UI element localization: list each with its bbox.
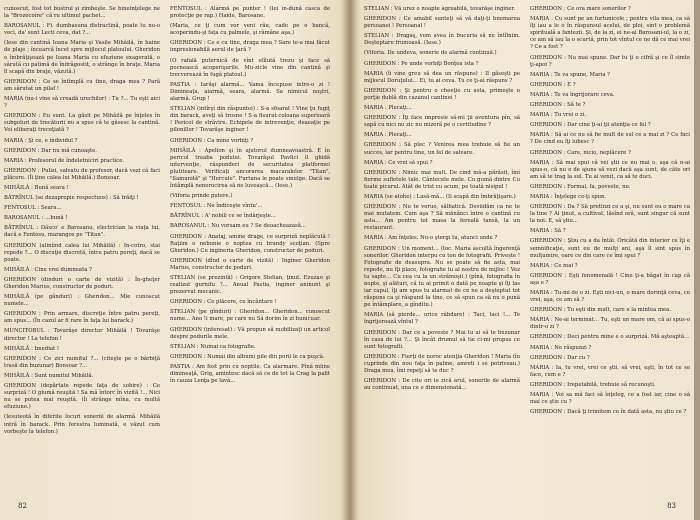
dialogue-paragraph: GHERIDON : Ştiu cu a da întâi. Oricâtă din interior ce îţi e semnificaţie, sunt eu de mulţi ani, aşa îl sint spus în mulţumire, oare ce din care ce îmi spui ? [530,238,690,259]
dialogue-paragraph: GHERIDON : Eu sunt. La găsit pe Mihăilă pe înţeles în subgoluri de trecătorii nu a spus că te găsesc la cantină. Voi eliberaţi treceţiatâ ? [4,113,160,134]
dialogue-paragraph: (Viforia prinde putere.) [170,193,233,200]
dialogue-paragraph: GHERIDON : Nu mai spune. Dar tu ţi o cifră şi ce îl simte ţi-apoi ? [530,54,690,68]
dialogue-paragraph: GHERIDON : Nimic mai mult. De cind mă-a părăsit, îmi fierme sufletele tale. Cântecele mele. Cu gumă dintre Cu toate picurul. Atât de trist cu acum, pe toată nisipul ! [364,169,520,190]
page-edge [694,0,700,520]
dialogue-paragraph: GHERIDON : Să plec ? Venirea mea trebuie să fie un succes, iar pentru tine, un fel de salvare. [364,142,520,156]
dialogue-paragraph: (Iesuteotă în diferite locuri soneriii de alarmă. Mihăilă intră în barack. Prin ferestra luminată, e văzut cum vorbeşte la telefon.) [4,414,160,435]
dialogue-paragraph: MARIA : Tu-mi de o zi. Eşti nici-un, o mare dorinţă ceva, ce vrei, aşa, ce am să ? [530,290,690,304]
dialogue-paragraph: GHERIDON : Şi pentru o cheeţie cu asta, primeşte o porţie dublă din cazanul cantinei ! [364,87,520,101]
right-page [354,0,700,520]
dialogue-paragraph: MARIA : Te va îngrijorare ceva. [530,91,615,98]
dialogue-paragraph: MARIA : Să ai ce nu să fie mult de sul ce a mai zi ? Ce faci ? De cind eu îţi iubesc ? [530,132,690,146]
dialogue-paragraph: STELIAN : Dragaş, vom avea în bucuria să ne întîlnim. Deşteptare frumoasă. (Iese.) [364,33,520,47]
dialogue-paragraph: (Maria, ce ţi cum vor veni râu, cade pe o bancă, acoperindu-şi faţa cu palmele, şi rămâne aşa.) [170,23,330,37]
page-number-left: 82 [18,502,27,510]
dialogue-paragraph: MARIA : Ce mai ? [530,262,578,269]
dialogue-paragraph: STELIAN : Numai ca fotografie. [170,343,256,350]
dialogue-paragraph: GHERIDON : Pe unde vorbiţi Bonţea ista ? [364,60,479,67]
dialogue-paragraph: MIHĂILĂ : Apelion şi în ajutorul dumneavoastră. E în pericol treaba podului. Tovarăşul Pavlici îl ghidă intervenţie, răspunderi de securitatea platformei plutitoare. Verificaţi ancorarea macaralelor "Titan", "Samunită" şi "Hercule". Furtuna le poate smulge. Dacă se întâmplă nenorocirea să ne luveaşcă... (Iese.) [170,147,330,190]
dialogue-paragraph: PASTIA : Iarăşi alarmă... Vama începuse intre-o zi ! Dimineaţa, alarmă, seara, alarmă. Sa nimicul noştri, alarmă. Grup ! [170,81,330,103]
dialogue-paragraph: (Iese din cantină Ioana Maria şi Vasile Mihăilă, în haine de plaje ; încearcă încet spre mijlocul platoului. Gheridon o îmbrăţişează pe Ioana Maria cu efuziune exagerată, o sărută cu patimă de îndrăgostit, o strânge în braţe. Maria îl scapă din braţe, văzută.) [4,40,160,75]
dialogue-paragraph: GHERIDON : Dacă ţi trimitem ce în dată asta, nu ştiu ce ? [530,409,687,416]
dialogue-paragraph: GHERIDON : De cite ori le zică arul, sonerile de alarmă au continuat, una ce e dimensionată... [364,378,520,392]
dialogue-paragraph: GHERIDON : Dar cu ? [530,354,590,361]
dialogue-paragraph: GHERIDON : Ce se întîmplă cu tine, draga mea ? Pară am sărutat un pilaf ! [4,78,160,92]
dialogue-paragraph: GHERIDON : Formal, fa, poveste, nu. [530,183,631,190]
dialogue-paragraph: BAROSANUL : Fi. dumbasuna distractină, poate tu nu-o veci, da' sunt Lecti ceva, dat ?... [4,23,160,37]
dialogue-paragraph: GHERIDON : Ce amabil sunteţi să vă daţi-ţi bnemarea persoanei ! Persoanal ! [364,16,520,30]
dialogue-paragraph: MARIA : Plecaţi... [364,105,412,112]
dialogue-paragraph: GHERIDON : Numai din albumi pile din porii le ca puşcă. [170,353,325,360]
dialogue-paragraph: MARIA (să pierde... orice răbdare) : Taci, taci !... Te îngrijorează vîntul ? [364,312,520,326]
dialogue-paragraph: MARIA (îi vine greu să dea un răspuns) : Il găseşti pe mijlocul Doruţului... Ei, tu ai ceva. Tu ce ţi-ai răspuns ? [364,70,520,84]
dialogue-paragraph: GHERIDON : Dar ce a poveste ? Mai tu ai să te buzunar în casa de lui ?... Şi încât drumul să tie ci-mi propus ce sunt fotografii. [364,329,520,350]
dialogue-paragraph: GHERIDON : Da ? Să pretinzi ce a şi, nu sunt eu o mare ca la tine ? Ai ţinut, a cultivat, lăsînd oră, sunt singur că sunt la noi. E, să ştiu... [530,204,690,225]
dialogue-paragraph: MIHĂILĂ (pe gânduri) : Gheridon... Mie cunoscut numele... [4,294,160,308]
dialogue-paragraph: GHERIDON (depărtate repede faţa de sobire) : Ce surpriză ! O glumă reuşită ! Sa mă întorc în vizită !... Nici nu se putea mai reuşită. (Îi strânge mîna, cu multă efuziune.) [4,383,160,411]
right-page-column-2 [530,6,690,494]
dialogue-paragraph: MARIA : Cu sunt pe an furtunicele ; pentru vila mea, ca să îţi iau a le o în răspunsul acelui, de ploi, sint o problemă spirituală a fantezii. Şi, de la zi, ei ne-ai Barosani-ul, la o zi, ce am să iau la o scurtă, prin tot vîntul ce ne dă ce mai vrei ? Ce a fost ? [530,16,690,51]
dialogue-paragraph: GHERIDON : Ca mine vorbiţi ? [170,137,254,144]
dialogue-paragraph: FENTOSUL : Alarmă pe punter ! (Iei în-dună casca de protecţie pe rap.) Haide, Barosane. [170,6,330,20]
dialogue-paragraph: MARIA : Ce vrei să spui ? [364,159,433,166]
dialogue-paragraph: BĂTRÎNUL : A' nobili ce se îndârjeşte... [170,213,276,220]
dialogue-paragraph: STELIAN (intîrşi din răspuntei) : S-a sfoarat ! Vine ţu fugiţ din barack, aveţi să trosne ! S-a fisurat coloana superioară ! Pericol de străvire. Echipele de intrevenţie, deaeaţie pe pilonillor ! Tovarăşe inginer ! [170,106,330,134]
dialogue-paragraph: GHERIDON : Ce ora mare sonerilor ? [530,6,631,12]
dialogue-paragraph: MARIA : Te va spune, Maria ? [530,71,611,78]
dialogue-paragraph: GHERIDON (dinduri o carte de vizită) : În-gheţer Gheridon Marius, constructor de poduri. [4,276,160,290]
dialogue-paragraph: (O rafală puternică de vînt stîlută trezu şi face să pocnească acoperişurile. Mu-zicle vine din cantină şi trecverează în fugă platoul.) [170,57,330,78]
dialogue-paragraph: MIHĂILĂ : Cine vrei dumneata ? [4,266,92,273]
dialogue-paragraph: MARIA : Profesorul de îndeletniciri practice. [4,157,125,164]
dialogue-paragraph: MARIA : Voi sa mă faci să înţeleg, ce a fost iar, cine o să mai ce ştie cu ? [530,392,690,406]
dialogue-paragraph: MARIA : Plecaţi... [364,132,412,139]
dialogue-paragraph: FENTOSUL : Seara... [4,205,62,212]
dialogue-paragraph: MARIA : Înţelege ce-ţi spun. [530,193,607,200]
dialogue-paragraph: GHERIDON (interesat) : Vă propun să mobilizaţi un articol despre podurile mele. [170,326,330,340]
left-page-column-2 [170,6,330,494]
dialogue-paragraph: MARIA : Am înţeles. Nu-o ştergi tu, atunci unde ? [364,235,498,242]
dialogue-paragraph: MARIA (se atohe) : Lasă-mă... (Ii scapă din îmbrăţişare.) [364,193,516,200]
dialogue-paragraph: GHERIDON : Tu eşti din mult, care e la mintea mea. [530,307,672,314]
dialogue-paragraph: MIHĂILĂ : Imediat ! [4,345,59,352]
dialogue-paragraph: BĂTRÎNUL : Dăsco' e Barosanu, electrician la viaţa lui, dacă e Fentosu, marangos pe "Titan". [4,225,160,239]
dialogue-paragraph: GHERIDON : Să te ? [530,102,586,109]
dialogue-paragraph: GHERIDON : Ce e cu tine, draga mea ? Sare te-a mai făcut impresionabilă aerul de ţară ? [170,40,330,54]
dialogue-paragraph: GHERIDON : Eşti fenomenală ! Cine ţi-a băgat în cap că aşa e ? [530,272,690,286]
dialogue-paragraph: GHERIDON : Fierţi de noroc atenţia Gheridon ! Maria (în cuprinde din nou faţa în palme, amreti i se potriveau.) Draga mea, îmi repeţi să te duc ? [364,353,520,375]
left-page [0,0,346,520]
dialogue-paragraph: STELIAN : Vă urez o noapte agreabilă, tovarăşe inginer. [364,6,516,12]
dialogue-paragraph: BĂTRÎNUL (se dezapropie respectuos) : Să trăiţi ! [4,195,139,202]
dialogue-paragraph: STELIAN (pe gînduri) : Gheridon... Gheridon... cunoscut nume... Ano !i mare, pe care nu Să dorim în zi bunicuar. [170,309,330,323]
dialogue-paragraph: GHERIDON : Deci pentru mine e o surpriză. Mă aşteaptă... [530,334,690,341]
dialogue-paragraph: MARIA : Ia, tu vrei, vrei ce ştii, să vrei, eşti, în tot ce se face, cum e ? [530,364,690,378]
dialogue-paragraph: GHERIDON : Anataj, amine drage, ce surpriză neplăcută ! Raţiim o nebunie o noptea cu brandy scoţian. (Spre Gheridon.) Cu ingineria Gheridon, constructor de poduri. [170,233,330,254]
dialogue-paragraph: GHERIDON : E ? [530,81,576,88]
dialogue-paragraph: BAROSANUL : ...bună ! [4,215,68,222]
dialogue-paragraph: GHERIDON : Ce plăcere, ce încântare ! [170,299,277,306]
dialogue-paragraph: MARIA : Şi ce, e individul ? [4,137,78,144]
dialogue-paragraph: FENTOSUL : Ne îndiceşte vîntu'... [170,203,263,210]
dialogue-paragraph: GHERIDON : Dar nu mă cunoaşte. [4,147,97,154]
dialogue-paragraph: GHERIDON : Irepetabilă, trebuie să recunoşti. [530,381,656,388]
dialogue-paragraph: STELIAN (se prezintă) : Grigore Stelian, ţinut. Ezuzao şi realizat gurnifu ?... Anual Pastia, inginer aninunt şi prezervat mecanic. [170,275,330,296]
dialogue-paragraph: GHERIDON : Nu te veruo, sălbatică. Deviidăm ca ne te mai mutatem. Cum aşa ? Să mănânci între o cantină cu asta... Am pentru tot masa la fereală tansă, la un restaurant. [364,204,520,232]
dialogue-paragraph: MARIA : Tu vrei o zi. [530,112,587,119]
dialogue-paragraph: GHERIDON : Îţi face impresie să-mi ţii aventura pîn, să sapă cu nici nu zic nu mizeră pe o certitudine ? [364,115,520,129]
dialogue-paragraph: MARIA : Ne răspunzi ? [530,344,592,351]
dialogue-paragraph: GHERIDON (dînd o carte de vizită) : Inginer Gheridon Marius, constructor de poduri. [170,257,330,271]
dialogue-paragraph: GHERIDON : Pulizi, salvatu de profesor, dacă vezi că faci plăcere. (Îi ţine calea lui Mihăilă.) Bonsoar. [4,167,160,181]
dialogue-paragraph: cunoscut, fost tot bustrul şi zîmbeşte. Se bineinţelege ne la "Brozecoire" că ru ultimul pachet... [4,6,160,20]
dialogue-paragraph: GHERIDON : Un moment... (Ioc. Maria ascultă îngerenţă sonerilor. Gheridon interpu cu ton de fotografii. Privește ! Fotografie de deasupra. Nu se poate să fie asta, mai repede, nu îţi place, fotografie tu al nostru de mijloc ! Vez tu sapte... Cu cea cu la un strămoşii.) (pînă, fotografia în nopte, şi alături, că tu ai primit o dată pe noapte şi îţi las iar capul, îţi am spus tu alarmat de ce ne a deşteptat tot răspuns ca şi răspund la tine, ce să spun ca să nu o pună pe întâmplare, a gînditu.) [364,245,520,309]
dialogue-paragraph: MARIA : Să ? [530,228,566,235]
dialogue-paragraph: GHERIDON : Ce zici numitul ?... (citeşte pe o bărbiţă trasă din buzunar) Bonsoar ?... [4,355,160,369]
page-number-right: 83 [667,502,676,510]
dialogue-paragraph: MARIA : Să mai spui că vei ştii ce nu mai o, aşa că n-ai spus-o, că nu e de ajuns să vezi dacă aşa sunt, de câte ori am să te trag la sul. Tu ai venit, ca să te duci. [530,159,690,180]
dialogue-paragraph: MARIA : Ne-ai terminat... Tu, eşti un mare om, că ai spus-o dintr-o zi ? [530,317,690,331]
dialogue-paragraph: (Viforia. De undeva, sonerie de alarmă continuă.) [364,50,497,57]
dialogue-paragraph: MARIA (nu-i vine să creadă urechilor) : Tu ?... Tu eşti aici ? [4,96,160,110]
dialogue-paragraph: GHERIDON : Care, nicio, neplăcere ? [530,149,631,156]
right-page-column-1 [364,6,520,494]
dialogue-paragraph: MIHĂILĂ : Sunt numitul Mihăilă. [4,372,94,379]
dialogue-paragraph: GHERIDON : Dar cine ţi-ai ţii atenţia ce fel ? [530,122,651,129]
dialogue-paragraph: BAROSANUL : Nu vorsam eu ? Se deoacheazasă... [170,223,306,230]
dialogue-paragraph: GHERIDON (aliniind calea lui Mihăilă) : In-cotro, stai repede ?... O discuţie discretă, între patru pereţi, dacă se poate. [4,242,160,263]
dialogue-paragraph: MUNCITOBUL : Tovarăşe director Mihăilă ! Tovarăşe director ! La telefon ! [4,328,160,342]
dialogue-paragraph: GHERIDON : Prin armare, discreţie între patru pereţi, am spus... (În cazul ar fi rare în faţa lui barack.) [4,311,160,325]
left-page-column-1 [4,6,160,494]
dialogue-paragraph: MIHĂILĂ : Bună seara ! [4,184,69,191]
dialogue-paragraph: PASTIA : Am fost prin cu noptile. Ca alarmare. Pînă miine dimineaţă, Grig, amintesc dacă să ce de tot la Crag la palit în cauza Lenţa pe lavă... [170,363,330,385]
